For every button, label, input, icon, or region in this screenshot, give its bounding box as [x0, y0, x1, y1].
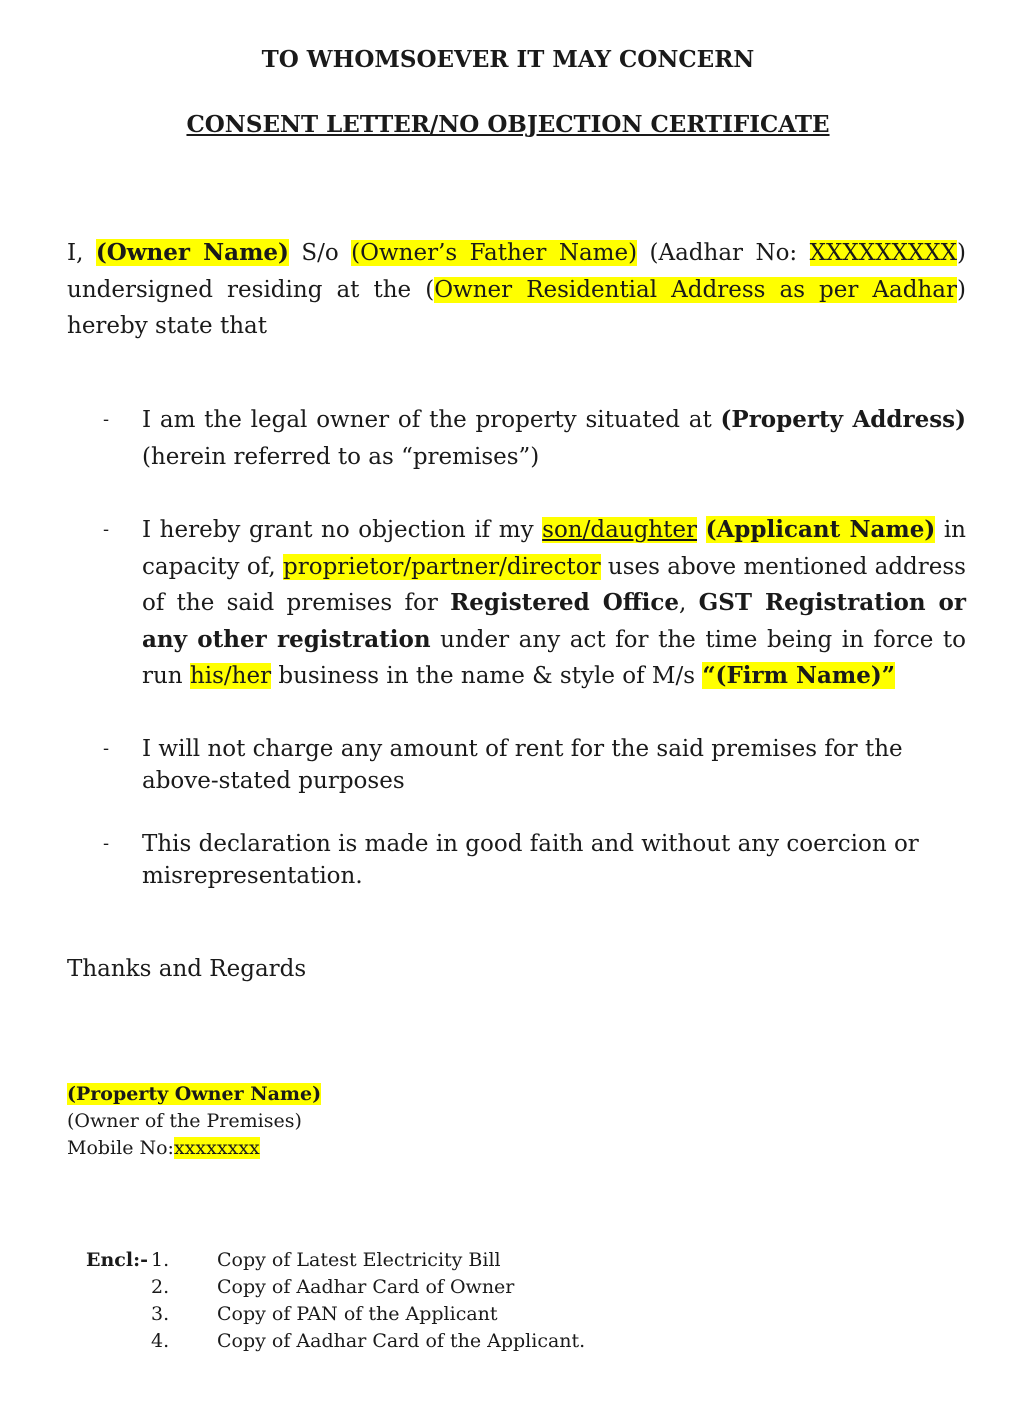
father-name-placeholder: (Owner’s Father Name)	[351, 240, 638, 266]
text-run: uses above mentioned address of the said premises for	[142, 553, 966, 617]
aadhar-placeholder: XXXXXXXXX	[809, 240, 957, 266]
list-item-text: I will not charge any amount of rent for the said premises for the above-stated purposes	[142, 736, 903, 794]
registered-office-text: Registered Office	[450, 589, 680, 617]
signatory-role: (Owner of the Premises)	[67, 1110, 302, 1132]
owner-name-placeholder: (Owner Name)	[95, 239, 289, 266]
intro-text: I,	[67, 240, 96, 266]
signatory-name	[67, 1081, 321, 1108]
property-address-placeholder: (Property Address)	[720, 406, 966, 433]
list-item	[103, 828, 966, 892]
list-item-text: This declaration is made in good faith and without any coercion or misrepresentation.	[142, 831, 919, 889]
address-placeholder: Owner Residential Address as per Aadhar	[434, 276, 958, 303]
list-item-text	[142, 402, 966, 475]
text-run: ,	[679, 590, 699, 617]
enclosure-number: 4.	[151, 1330, 170, 1352]
bullet-marker: -	[103, 409, 110, 430]
property-owner-name-placeholder: (Property Owner Name)	[67, 1083, 322, 1105]
intro-text: (Aadhar No:	[637, 240, 810, 266]
intro-text: S/o	[288, 240, 352, 266]
intro-paragraph	[67, 235, 966, 345]
signatory-mobile	[67, 1135, 260, 1162]
list-item	[103, 402, 966, 475]
enclosure-item: Copy of Aadhar Card of the Applicant.	[217, 1330, 586, 1352]
text-run: I hereby grant no objection if my	[142, 517, 543, 543]
text-run	[697, 517, 706, 543]
bullet-marker: -	[103, 833, 110, 854]
text-run: in capacity of,	[142, 517, 966, 580]
text-run: under any act for the time being in force to run	[142, 626, 967, 690]
capacity-placeholder: proprietor/partner/director	[283, 553, 601, 580]
enclosure-number: 3.	[151, 1303, 170, 1325]
page-title: TO WHOMSOEVER IT MAY CONCERN	[261, 46, 755, 73]
enclosure-item: Copy of Aadhar Card of Owner	[217, 1276, 515, 1298]
pronoun-placeholder: his/her	[189, 663, 272, 690]
mobile-placeholder: xxxxxxxx	[173, 1137, 260, 1159]
closing-text: Thanks and Regards	[67, 956, 307, 982]
document-subtitle: CONSENT LETTER/NO OBJECTION CERTIFICATE	[186, 111, 830, 138]
applicant-name-placeholder: (Applicant Name)	[705, 516, 936, 543]
text-run: (herein referred to as “premises”)	[142, 443, 540, 470]
enclosure-number: 1.	[151, 1249, 170, 1271]
text-run: I am the legal owner of the property situated at	[142, 407, 721, 433]
enclosures-label: Encl:-	[86, 1249, 148, 1271]
enclosure-item: Copy of Latest Electricity Bill	[217, 1249, 501, 1271]
bullet-marker: -	[103, 738, 110, 759]
relation-placeholder: son/daughter	[542, 517, 697, 543]
mobile-label: Mobile No:	[67, 1137, 174, 1159]
enclosure-item: Copy of PAN of the Applicant	[217, 1303, 498, 1325]
bullet-marker: -	[103, 519, 110, 540]
enclosure-number: 2.	[151, 1276, 170, 1298]
intro-text: ) undersigned residing at the (	[67, 240, 966, 303]
firm-name-placeholder: “(Firm Name)”	[702, 662, 895, 690]
gst-registration-text: GST Registration or any other registration	[142, 589, 967, 653]
list-item	[103, 512, 966, 695]
intro-text: ) hereby state that	[67, 276, 966, 340]
list-item-text	[142, 512, 966, 695]
list-item	[103, 733, 966, 797]
text-run: business in the name & style of M/s	[271, 663, 703, 690]
